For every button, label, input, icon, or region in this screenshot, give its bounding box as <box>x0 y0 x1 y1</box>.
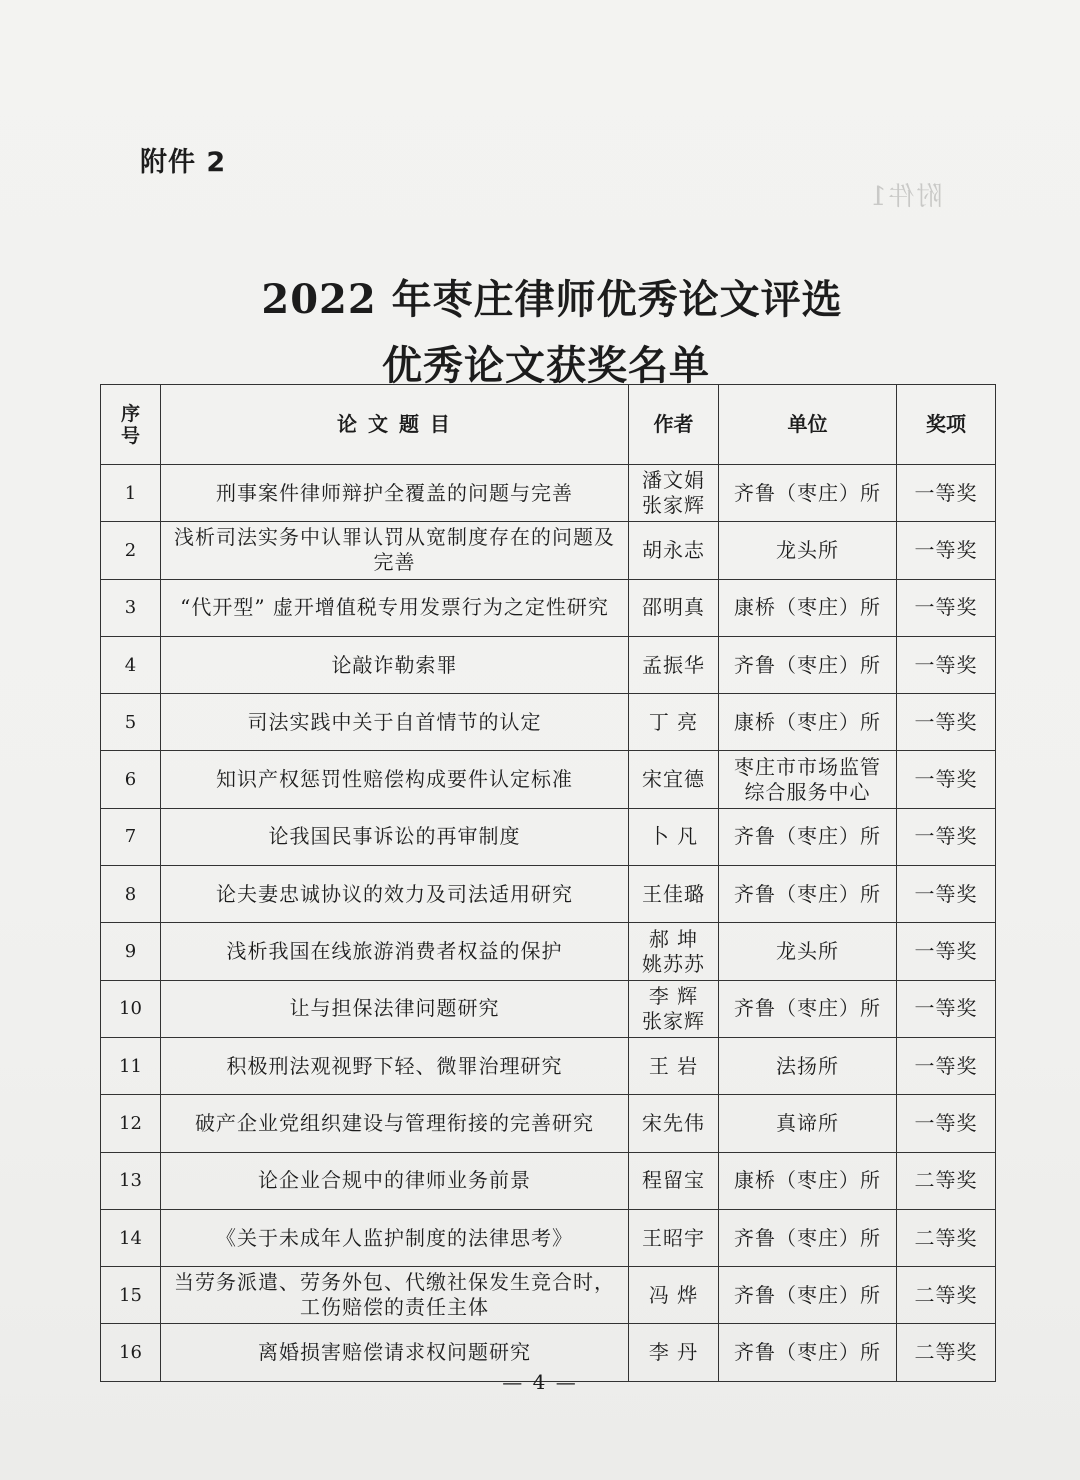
row-title: 论夫妻忠诚协议的效力及司法适用研究 <box>161 866 629 923</box>
row-author: 丁 亮 <box>629 694 719 751</box>
row-author: 卜 凡 <box>629 808 719 865</box>
row-award: 一等奖 <box>897 1037 996 1094</box>
table-row <box>101 866 996 923</box>
table-row <box>101 1152 996 1209</box>
row-title: 论企业合规中的律师业务前景 <box>161 1152 629 1209</box>
row-unit: 齐鲁（枣庄）所 <box>719 866 897 923</box>
table-row <box>101 808 996 865</box>
table-row <box>101 1095 996 1152</box>
row-unit: 龙头所 <box>719 522 897 579</box>
row-award: 二等奖 <box>897 1267 996 1324</box>
row-award: 一等奖 <box>897 465 996 522</box>
row-title: 知识产权惩罚性赔偿构成要件认定标准 <box>161 751 629 808</box>
row-title: 论我国民事诉讼的再审制度 <box>161 808 629 865</box>
page-number: — 4 — <box>502 1370 578 1394</box>
row-unit: 齐鲁（枣庄）所 <box>719 1324 897 1381</box>
row-author: 冯 烨 <box>629 1267 719 1324</box>
row-author: 李 丹 <box>629 1324 719 1381</box>
row-seq: 3 <box>101 579 161 636</box>
table-row <box>101 579 996 636</box>
row-author: 王 岩 <box>629 1037 719 1094</box>
row-title: 破产企业党组织建设与管理衔接的完善研究 <box>161 1095 629 1152</box>
row-seq: 7 <box>101 808 161 865</box>
row-seq: 12 <box>101 1095 161 1152</box>
row-unit: 康桥（枣庄）所 <box>719 694 897 751</box>
row-seq: 13 <box>101 1152 161 1209</box>
row-seq: 8 <box>101 866 161 923</box>
bleed-through-mark: 附件1 <box>868 182 943 212</box>
table-row <box>101 522 996 579</box>
row-seq: 4 <box>101 636 161 693</box>
row-title: 司法实践中关于自首情节的认定 <box>161 694 629 751</box>
row-title: 《关于未成年人监护制度的法律思考》 <box>161 1209 629 1266</box>
row-award: 一等奖 <box>897 980 996 1037</box>
row-unit: 枣庄市市场监管 综合服务中心 <box>719 751 897 808</box>
awards-table <box>100 384 996 1382</box>
row-award: 二等奖 <box>897 1324 996 1381</box>
row-seq: 1 <box>101 465 161 522</box>
row-award: 一等奖 <box>897 751 996 808</box>
row-unit: 齐鲁（枣庄）所 <box>719 1209 897 1266</box>
row-unit: 康桥（枣庄）所 <box>719 579 897 636</box>
row-title: 当劳务派遣、劳务外包、代缴社保发生竞合时，工伤赔偿的责任主体 <box>161 1267 629 1324</box>
row-title: “代开型” 虚开增值税专用发票行为之定性研究 <box>161 579 629 636</box>
row-title: 浅析司法实务中认罪认罚从宽制度存在的问题及完善 <box>161 522 629 579</box>
row-author: 潘文娟 张家辉 <box>629 465 719 522</box>
row-author: 郝 坤 姚苏苏 <box>629 923 719 980</box>
table-header-row <box>101 385 996 465</box>
header-title: 论 文 题 目 <box>161 385 629 465</box>
row-award: 二等奖 <box>897 1152 996 1209</box>
row-author: 宋宜德 <box>629 751 719 808</box>
row-unit: 真谛所 <box>719 1095 897 1152</box>
table-row <box>101 1267 996 1324</box>
row-seq: 6 <box>101 751 161 808</box>
row-unit: 齐鲁（枣庄）所 <box>719 1267 897 1324</box>
row-seq: 15 <box>101 1267 161 1324</box>
table-row <box>101 980 996 1037</box>
row-author: 李 辉 张家辉 <box>629 980 719 1037</box>
table-row <box>101 1209 996 1266</box>
table-row <box>101 751 996 808</box>
row-seq: 2 <box>101 522 161 579</box>
row-award: 一等奖 <box>897 522 996 579</box>
row-title: 论敲诈勒索罪 <box>161 636 629 693</box>
row-unit: 齐鲁（枣庄）所 <box>719 980 897 1037</box>
row-seq: 5 <box>101 694 161 751</box>
row-author: 程留宝 <box>629 1152 719 1209</box>
row-title: 浅析我国在线旅游消费者权益的保护 <box>161 923 629 980</box>
row-seq: 11 <box>101 1037 161 1094</box>
table-row <box>101 636 996 693</box>
attachment-label: 附件 2 <box>140 147 227 178</box>
header-author: 作者 <box>629 385 719 465</box>
table-row <box>101 465 996 522</box>
header-award: 奖项 <box>897 385 996 465</box>
row-seq: 14 <box>101 1209 161 1266</box>
row-author: 王佳璐 <box>629 866 719 923</box>
row-author: 邵明真 <box>629 579 719 636</box>
header-seq-label: 序号 <box>120 402 140 447</box>
row-seq: 16 <box>101 1324 161 1381</box>
row-seq: 9 <box>101 923 161 980</box>
row-unit: 齐鲁（枣庄）所 <box>719 465 897 522</box>
row-award: 二等奖 <box>897 1209 996 1266</box>
row-unit: 齐鲁（枣庄）所 <box>719 636 897 693</box>
row-award: 一等奖 <box>897 1095 996 1152</box>
row-unit: 龙头所 <box>719 923 897 980</box>
row-title: 刑事案件律师辩护全覆盖的问题与完善 <box>161 465 629 522</box>
row-award: 一等奖 <box>897 579 996 636</box>
row-unit: 齐鲁（枣庄）所 <box>719 808 897 865</box>
row-award: 一等奖 <box>897 808 996 865</box>
row-title: 积极刑法观视野下轻、微罪治理研究 <box>161 1037 629 1094</box>
row-author: 孟振华 <box>629 636 719 693</box>
row-award: 一等奖 <box>897 866 996 923</box>
header-unit: 单位 <box>719 385 897 465</box>
row-award: 一等奖 <box>897 923 996 980</box>
row-author: 王昭宇 <box>629 1209 719 1266</box>
row-award: 一等奖 <box>897 636 996 693</box>
row-unit: 康桥（枣庄）所 <box>719 1152 897 1209</box>
row-author: 胡永志 <box>629 522 719 579</box>
row-award: 一等奖 <box>897 694 996 751</box>
document-title-line1: 2022 年枣庄律师优秀论文评选 <box>261 276 843 323</box>
row-unit: 法扬所 <box>719 1037 897 1094</box>
row-title: 离婚损害赔偿请求权问题研究 <box>161 1324 629 1381</box>
row-author: 宋先伟 <box>629 1095 719 1152</box>
table-row <box>101 694 996 751</box>
table-row <box>101 923 996 980</box>
document-title-line2: 优秀论文获奖名单 <box>382 342 710 389</box>
row-seq: 10 <box>101 980 161 1037</box>
table-row <box>101 1037 996 1094</box>
row-title: 让与担保法律问题研究 <box>161 980 629 1037</box>
header-seq <box>101 385 161 465</box>
